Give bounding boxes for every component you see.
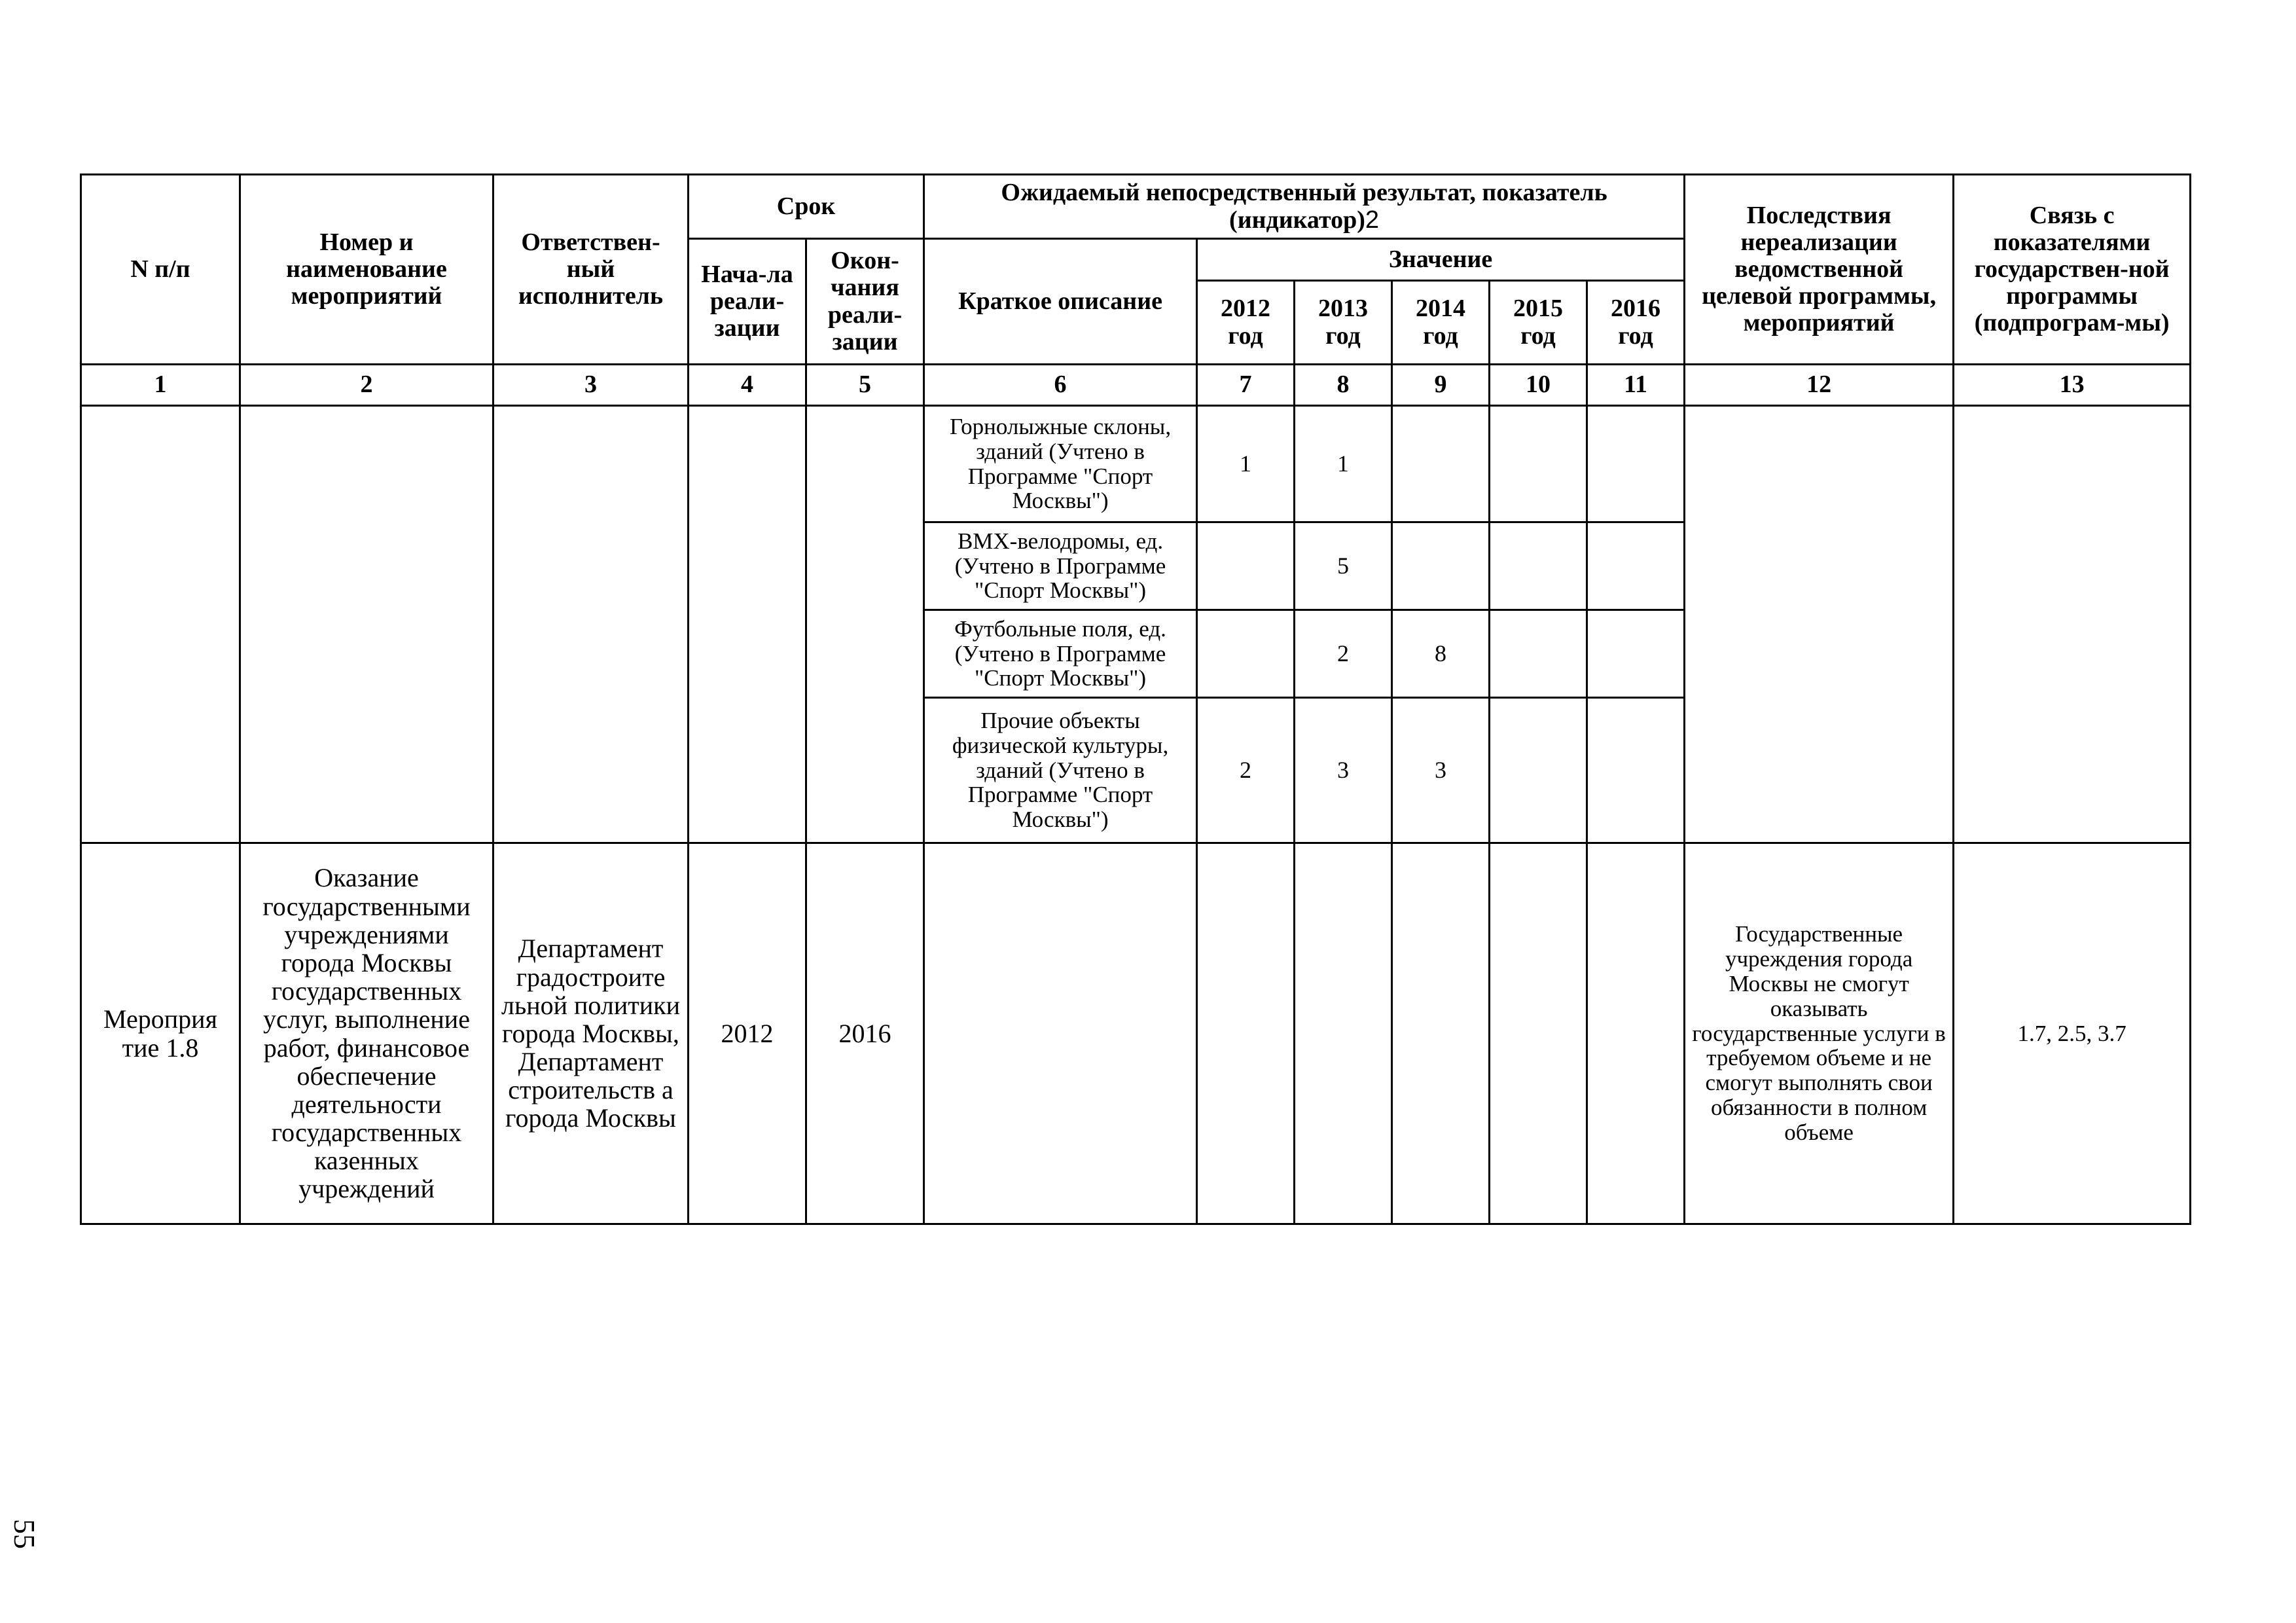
column-number: 10 — [1490, 365, 1587, 406]
indicator-value-2013: 1 — [1295, 406, 1392, 522]
indicator-value-2012: 2 — [1197, 698, 1295, 843]
column-number: 13 — [1954, 365, 2191, 406]
column-number: 1 — [81, 365, 240, 406]
indicator-value-2016 — [1587, 610, 1685, 698]
indicator-value-2012: 1 — [1197, 406, 1295, 522]
measure-consequences: Государственные учреждения города Москвы не смогут оказывать государственные услуги в требуемом объеме и не смогут выполнять свои обязанности в полном объеме — [1685, 843, 1954, 1224]
program-table-page — [80, 173, 2191, 1225]
header-period: Срок — [689, 175, 924, 239]
indicator-description: BMX-велодромы, ед. (Учтено в Программе "Спорт Москвы") — [924, 522, 1197, 610]
indicator-value-2014: 3 — [1392, 698, 1490, 843]
header-year-2014: 2014 год — [1392, 281, 1490, 365]
measure-executor: Департамент градостроите льной политики города Москвы, Департамент строительств а города Москвы — [493, 843, 689, 1224]
empty-cell — [240, 406, 493, 843]
indicator-value-2015 — [1490, 698, 1587, 843]
header-end: Окон-чания реали-зации — [806, 239, 924, 365]
header-program-link: Связь с показателями государствен-ной программы (подпрограм-мы) — [1954, 175, 2191, 365]
indicator-value-2015 — [1490, 610, 1587, 698]
header-year-2015: 2015 год — [1490, 281, 1587, 365]
header-executor: Ответствен-ный исполнитель — [493, 175, 689, 365]
empty-cell — [1490, 843, 1587, 1224]
indicator-description: Горнолыжные склоны, зданий (Учтено в Программе "Спорт Москвы") — [924, 406, 1197, 522]
measure-number: Мероприя тие 1.8 — [81, 843, 240, 1224]
indicator-value-2013: 5 — [1295, 522, 1392, 610]
empty-cell — [493, 406, 689, 843]
indicator-value-2016 — [1587, 522, 1685, 610]
column-number: 7 — [1197, 365, 1295, 406]
indicator-row — [81, 406, 2191, 522]
header-year-2013: 2013 год — [1295, 281, 1392, 365]
column-number: 6 — [924, 365, 1197, 406]
measure-start-year: 2012 — [689, 843, 806, 1224]
indicator-value-2014 — [1392, 406, 1490, 522]
column-number: 5 — [806, 365, 924, 406]
empty-cell — [689, 406, 806, 843]
indicator-value-2015 — [1490, 406, 1587, 522]
empty-cell — [1197, 843, 1295, 1224]
header-consequences: Последствия нереализации ведомственной целевой программы, мероприятий — [1685, 175, 1954, 365]
column-number: 11 — [1587, 365, 1685, 406]
empty-cell — [806, 406, 924, 843]
indicator-description: Прочие объекты физической культуры, зданий (Учтено в Программе "Спорт Москвы") — [924, 698, 1197, 843]
header-year-2016: 2016 год — [1587, 281, 1685, 365]
header-start: Нача-ла реали-зации — [689, 239, 806, 365]
header-expected-result-footnote: 2 — [1365, 206, 1380, 234]
indicator-value-2016 — [1587, 698, 1685, 843]
header-expected-result-text: Ожидаемый непосредственный результат, показатель (индикатор) — [1001, 179, 1607, 234]
indicator-value-2012 — [1197, 610, 1295, 698]
header-number: N п/п — [81, 175, 240, 365]
indicator-value-2014: 8 — [1392, 610, 1490, 698]
program-table — [80, 173, 2191, 1225]
measure-program-link: 1.7, 2.5, 3.7 — [1954, 843, 2191, 1224]
header-brief-description: Краткое описание — [924, 239, 1197, 365]
empty-cell — [1295, 843, 1392, 1224]
indicator-value-2012 — [1197, 522, 1295, 610]
indicator-value-2014 — [1392, 522, 1490, 610]
measure-end-year: 2016 — [806, 843, 924, 1224]
column-number: 8 — [1295, 365, 1392, 406]
header-measure-name: Номер и наименование мероприятий — [240, 175, 493, 365]
indicator-value-2015 — [1490, 522, 1587, 610]
indicator-value-2016 — [1587, 406, 1685, 522]
column-number-row — [81, 365, 2191, 406]
column-number: 2 — [240, 365, 493, 406]
column-number: 9 — [1392, 365, 1490, 406]
empty-cell — [1587, 843, 1685, 1224]
column-number: 4 — [689, 365, 806, 406]
measure-name: Оказание государственными учреждениями города Москвы государственных услуг, выполнение работ, финансовое обеспечение деятельности государственных казенных учреждений — [240, 843, 493, 1224]
measure-row — [81, 843, 2191, 1224]
column-number: 3 — [493, 365, 689, 406]
empty-cell — [81, 406, 240, 843]
column-number: 12 — [1685, 365, 1954, 406]
empty-cell — [1685, 406, 1954, 843]
empty-cell — [1954, 406, 2191, 843]
indicator-value-2013: 3 — [1295, 698, 1392, 843]
header-year-2012: 2012 год — [1197, 281, 1295, 365]
indicator-value-2013: 2 — [1295, 610, 1392, 698]
indicator-description: Футбольные поля, ед. (Учтено в Программе "Спорт Москвы") — [924, 610, 1197, 698]
header-value: Значение — [1197, 239, 1685, 281]
empty-cell — [1392, 843, 1490, 1224]
page-number: 55 — [8, 1519, 41, 1549]
header-expected-result — [924, 175, 1685, 239]
empty-cell — [924, 843, 1197, 1224]
